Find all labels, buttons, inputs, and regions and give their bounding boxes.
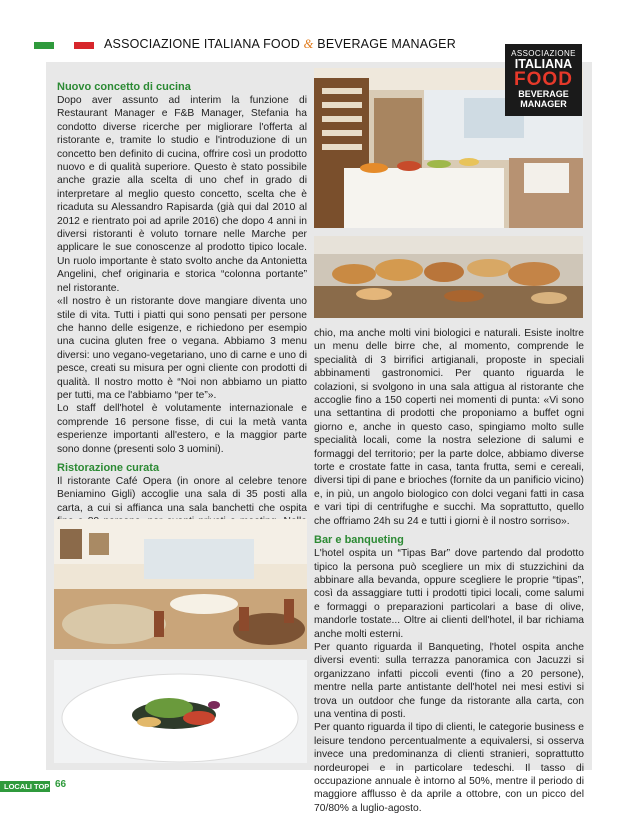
restaurant-room-photo xyxy=(54,519,307,649)
association-header xyxy=(104,37,456,52)
flag-green xyxy=(34,42,54,49)
heading-new-cuisine: Nuovo concetto di cucina xyxy=(57,81,191,93)
paragraph: Il ristorante Café Opera (in onore al celebre tenore Beniamino Gigli) accoglie una sala di 35 posti alla carta, a cui si affianca una sala banchetti che ospita xyxy=(57,475,307,514)
heading-curated-dining: Ristorazione curata xyxy=(57,461,160,474)
paragraph: Lo staff dell'hotel è volutamente internazionale e comprende 16 persone fisse, di cui la metà vanta esperienze importanti all'estero, e la maggior parte sono donne (presenti solo 3 uomini). xyxy=(57,403,307,455)
paragraph: Per quanto riguarda il tipo di clienti, le categorie business e leisure tendono percentualmente a equivalersi, si osserva invece una predominanza di clienti stranieri, soprattutto nordeuropei e in particolare tedeschi. Il tasso di occupazione annuale è intorno al 50%, mentre il periodo di maggiore afflusso è da aprile a ottobre, con un picco del 70/80% a luglio-agosto. xyxy=(314,722,584,814)
paragraph: chio, ma anche molti vini biologici e naturali. Esiste inoltre un menu delle birre che, al momento, comprende le specialità di 3 birrifici artigianali, proposte in speciali abbinamenti gastronomici. Per quanto riguarda le colazioni, si svolgono in una sala attigua al ristorante che accoglie fino a 150 coperti nei momenti di punta: «Vi sono una settantina di prodotti che proponiamo a buffet ogni giorno e, anche in questo caso, spingiamo molto sulle specialità locali, come la nostra selezione di salumi e formaggi del territorio; per la parte dolce, abbiamo diverse torte e crostate fatte in casa, tanta frutta, semi e cereali, diversi tipi di pane e brioches (fornite da un panificio vicino) e, in più, un angolo biologico con dolci vegani fatti in casa e vari tipi di centrifughe e succhi. Ma soprattutto, quello che offriamo 24h su 24 e tutti i giorni è il nostro sorriso». xyxy=(314,328,584,527)
flag-red xyxy=(74,42,94,49)
article-column-right xyxy=(314,327,584,815)
header-ampersand: & xyxy=(303,37,314,51)
header-text-right: BEVERAGE MANAGER xyxy=(317,37,456,51)
pastry-buffet-photo xyxy=(314,236,583,318)
header-text-left: ASSOCIAZIONE ITALIANA FOOD xyxy=(104,37,300,51)
association-logo xyxy=(505,44,582,116)
section-tab: LOCALI TOP xyxy=(0,781,50,792)
heading-bar-banqueting: Bar e banqueting xyxy=(314,534,404,547)
paragraph: Dopo aver assunto ad interim la funzione di Restaurant Manager e F&B Manager, Stefania ha condotto diverse ricerche per migliorare l'offerta al ristorante e, tramite lo studio e l'introduzione di un concetto ben definito di cucina, offrire così un prodotto nuovo e di qualità superiore. Questo è stato possibile anche grazie alla scelta di uno chef in grado di interpretare al meglio questo concetto, scelta che è ricaduta su Alessandro Rapisarda (già qui dal 2010 al 2012 e rientrato poi ad aprile 2016) che dopo 4 anni in diversi ristoranti è voluto tornare nelle Marche per applicare le sue conoscenze al prodotto tipico locale. Un ruolo importante è stato svolto anche da Antonietta Angelini, chef originaria e storica “colonna portante” nel ristorante. xyxy=(57,95,307,294)
logo-line-1: ASSOCIAZIONE xyxy=(511,49,576,58)
logo-line-4: BEVERAGE xyxy=(518,89,569,99)
plated-dish-photo xyxy=(54,660,307,763)
paragraph: Per quanto riguarda il Banqueting, l'hotel ospita anche diversi eventi: sulla terrazza panoramica con Jacuzzi si organizzano infatti piccoli eventi (fino a 20 persone), mentre nella parte antistante dell'hotel nei mesi estivi si trova un outdoor che funge da ristorante alla carta, con una ventina di posti. xyxy=(314,641,584,720)
paragraph: L'hotel ospita un “Tipas Bar” dove partendo dal prodotto tipico la persona può scegliere un mix di stuzzichini da abbinare alla bevanda, oppure scegliere le proprie “tipas”, così da assaggiare tutti i prodotti tipici locali, come salumi e formaggi o preparazioni particolari a base di olive, mandorle tostate... Oltre ai clienti dell'hotel, il bar richiama anche molti esterni. xyxy=(314,548,584,640)
logo-line-3: FOOD xyxy=(514,69,573,90)
paragraph: «Il nostro è un ristorante dove mangiare diventa uno stile di vita. Tutti i piatti qui sono pensati per persone che hanno delle esigenze, e richiedono per esempio una cucina gluten free o vegana. Abbiamo 3 menu diversi: uno vegano-vegetariano, uno di carne e uno di pesce, creati su misura per ogni cliente con prodotti di qualità. Il nostro motto è “Noi non abbiamo un piatto per tutti, ma ce l'abbiamo “per te”». xyxy=(57,296,307,401)
logo-line-2: ITALIANA xyxy=(514,57,573,71)
logo-line-5: MANAGER xyxy=(520,99,567,109)
page-number: 66 xyxy=(55,779,67,790)
